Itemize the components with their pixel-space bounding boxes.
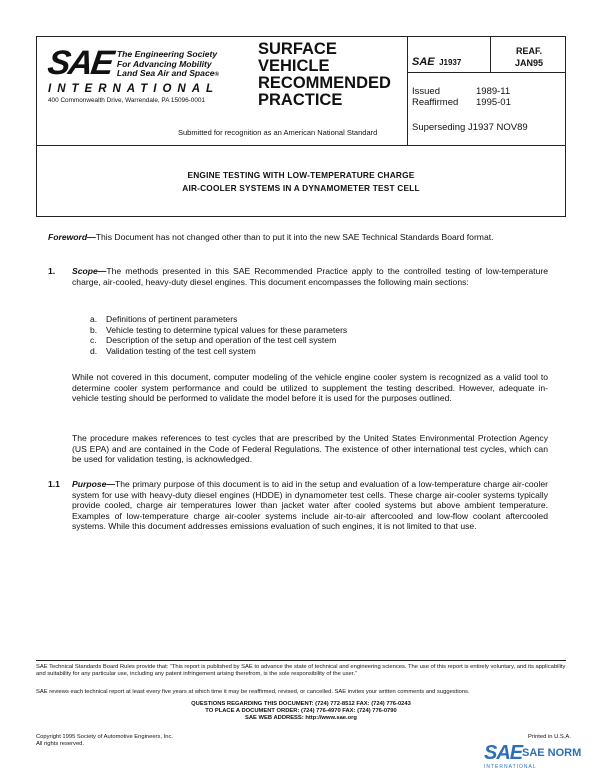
sae-address: 400 Commonwealth Drive, Warrendale, PA 15096-0001 [48, 96, 206, 104]
superseding: Superseding J1937 NOV89 [412, 122, 528, 133]
section-1-1: 1.1 Purpose—The primary purpose of this document is to aid in the setup and evaluation of a low-temperature charge air-cooler system for use with heavy-duty diesel engines (HDDE) in dynamometer test cells. These charge air-cooler systems typically provide cooled, charge air temperatures lower than jacket water after cooled systems but above ambient temperature. Examples of low-temperature charge air-cooler systems include air-to-air aftercooled and low-flow coolant aftercooled systems. While this document addresses emissions evaluation of such engines, it is not limited to that use. [48, 479, 548, 532]
sae-logo-mark: SAE [45, 44, 115, 82]
document-type: SURFACE VEHICLE RECOMMENDED PRACTICE [258, 40, 391, 109]
footer-copyright: Copyright 1995 Society of Automotive Engineers, Inc. All rights reserved. [36, 734, 173, 747]
footer-rule [36, 660, 566, 661]
section-1: 1. Scope—The methods presented in this SAE Recommended Practice apply to the controlled testing of low-temperature charge, air-cooled, heavy-duty diesel engines. This document encompasses the following main sections: [48, 266, 548, 287]
society-line-1: The Engineering Society [116, 49, 218, 59]
ansi-note: Submitted for recognition as an American National Standard [178, 128, 378, 137]
international-label: INTERNATIONAL [48, 82, 220, 95]
printed-in: Printed in U.S.A. [528, 734, 571, 740]
document-title: ENGINE TESTING WITH LOW-TEMPERATURE CHARGE AIR-COOLER SYSTEMS IN A DYNAMOMETER TEST CELL [182, 170, 420, 193]
list-item: a. Definitions of pertinent parameters [90, 314, 238, 324]
scope-list [90, 314, 530, 356]
header-divider-v [490, 36, 491, 73]
list-item: b. Vehicle testing to determine typical values for these parameters [90, 324, 348, 335]
sae-norm-watermark: SAE SAE NORM INTERNATIONAL [484, 742, 582, 770]
sae-logo [45, 44, 253, 104]
footer-policy-2: SAE reviews each technical report at least every five years at which time it may be reaffirmed, revised, or cancelled. SAE invites your written comments and suggestions. [36, 689, 470, 695]
doc-number: SAE J1937 [412, 56, 462, 68]
reaf-label: REAF. JAN95 [514, 46, 543, 68]
paragraph-modeling: While not covered in this document, computer modeling of the vehicle engine cooler system is recognized as a valid tool to determine cooler system performance and could be utilized to supplement the testing described. However, adequate in-vehicle testing should be performed to validate the model before it is used for the purposes outlined. [72, 372, 548, 404]
reaffirmed-row: Reaffirmed 1995-01 [412, 97, 511, 108]
footer-contacts: QUESTIONS REGARDING THIS DOCUMENT: (724) 772-8512 FAX: (724) 776-0243 TO PLACE A DOCUMENT ORDER: (724) 776-4970 FAX: (724) 776-0790 SAE WEB ADDRESS: http://www.sae.org [191, 701, 411, 721]
footer-policy-1: SAE Technical Standards Board Rules provide that: “This report is published by SAE to advance the state of technical and engineering sciences. The use of this report is entirely voluntary, and its applicability and suitability for any particular use, including any patent infringement arising therefrom, is the sole responsibility of the user.” [36, 664, 566, 677]
header-divider-h [407, 72, 566, 73]
society-line-3: Land Sea Air and Space® [116, 68, 219, 78]
society-line-2: For Advancing Mobility [116, 58, 212, 69]
list-item: c. Description of the setup and operation of the test cell system [90, 335, 337, 346]
list-item: d. Validation testing of the test cell system [90, 345, 256, 356]
issued-row: Issued 1989-11 [412, 86, 511, 97]
foreword: Foreword—This Document has not changed other than to put it into the new SAE Technical Standards Board format. [48, 232, 494, 242]
paragraph-epa: The procedure makes references to test cycles that are prescribed by the United States Environmental Protection Agency (US EPA) and are contained in the Code of Federal Regulations. The existence of other international test cycles, which can be used for validation testing, is acknowledged. [72, 433, 548, 465]
